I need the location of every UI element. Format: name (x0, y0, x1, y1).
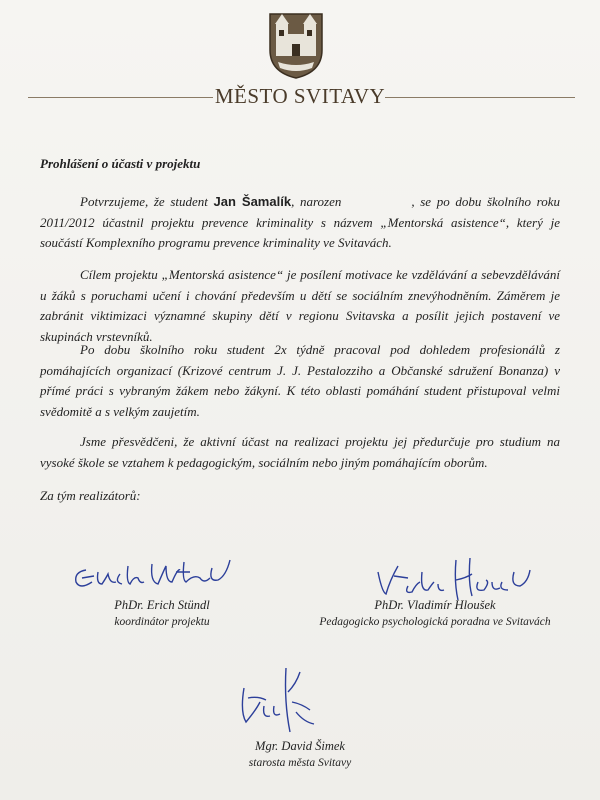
signatory-2 (290, 597, 580, 631)
header-rule-right (385, 97, 575, 98)
signatory-3-name: Mgr. David Šimek (255, 739, 345, 753)
signature-simek (230, 662, 330, 742)
town-name: MĚSTO SVITAVY (214, 84, 386, 108)
signatory-3-role: starosta města Svitavy (248, 757, 352, 769)
town-crest-logo (266, 10, 326, 80)
signatory-1-role: koordinátor projektu (114, 616, 210, 628)
student-name: Jan Šamalík (213, 194, 292, 209)
document-title: Prohlášení o účasti v projektu (40, 156, 201, 171)
header-rule-left (28, 97, 213, 98)
paragraph-activity: Po dobu školního roku student 2x týdně pracoval pod dohledem profesionálů z pomáhajících organizací (Krizové centrum J. J. Pestalozziho a Občanské sdružení Bonanza) v přímé práci s vybraným žákem nebo žákyní. K této oblasti pomáhání student přistupoval velmi svědomitě a s velkým zaujetím. (40, 342, 560, 419)
signatory-3 (180, 738, 420, 772)
signatory-1-name: PhDr. Erich Stündl (114, 598, 210, 612)
paragraph-goal: Cílem projektu „Mentorská asistence“ je posílení motivace ke vzdělávání a sebevzdělávání u žáků s poruchami učení i chování především u dětí se sociálním znevýhodněním. Záměrem je zabránit viktimizaci významné skupiny dětí v regionu Svitavska a posílit jejich postavení ve skupinách vrstevníků. (40, 267, 560, 344)
signatory-2-role: Pedagogicko psychologická poradna ve Svitavách (319, 616, 551, 628)
signatory-1 (42, 597, 282, 631)
paragraph-confirmation: Potvrzujeme, že student Jan Šamalík, narozen , se po dobu školního roku 2011/2012 účastnil projektu prevence kriminality s názvem „Mentorská asistence“, který je součástí Komplexního programu prevence kriminality ve Svitavách. (40, 194, 561, 250)
team-label: Za tým realizátorů: (40, 488, 141, 503)
signatory-2-name: PhDr. Vladimír Hloušek (374, 598, 496, 612)
paragraph-conclusion: Jsme přesvědčeni, že aktivní účast na realizaci projektu jej předurčuje pro studium na vysoké škole se vztahem k pedagogickým, sociálním nebo jiným pomáhajícím oborům. (40, 434, 560, 470)
signature-stundl (68, 548, 248, 598)
